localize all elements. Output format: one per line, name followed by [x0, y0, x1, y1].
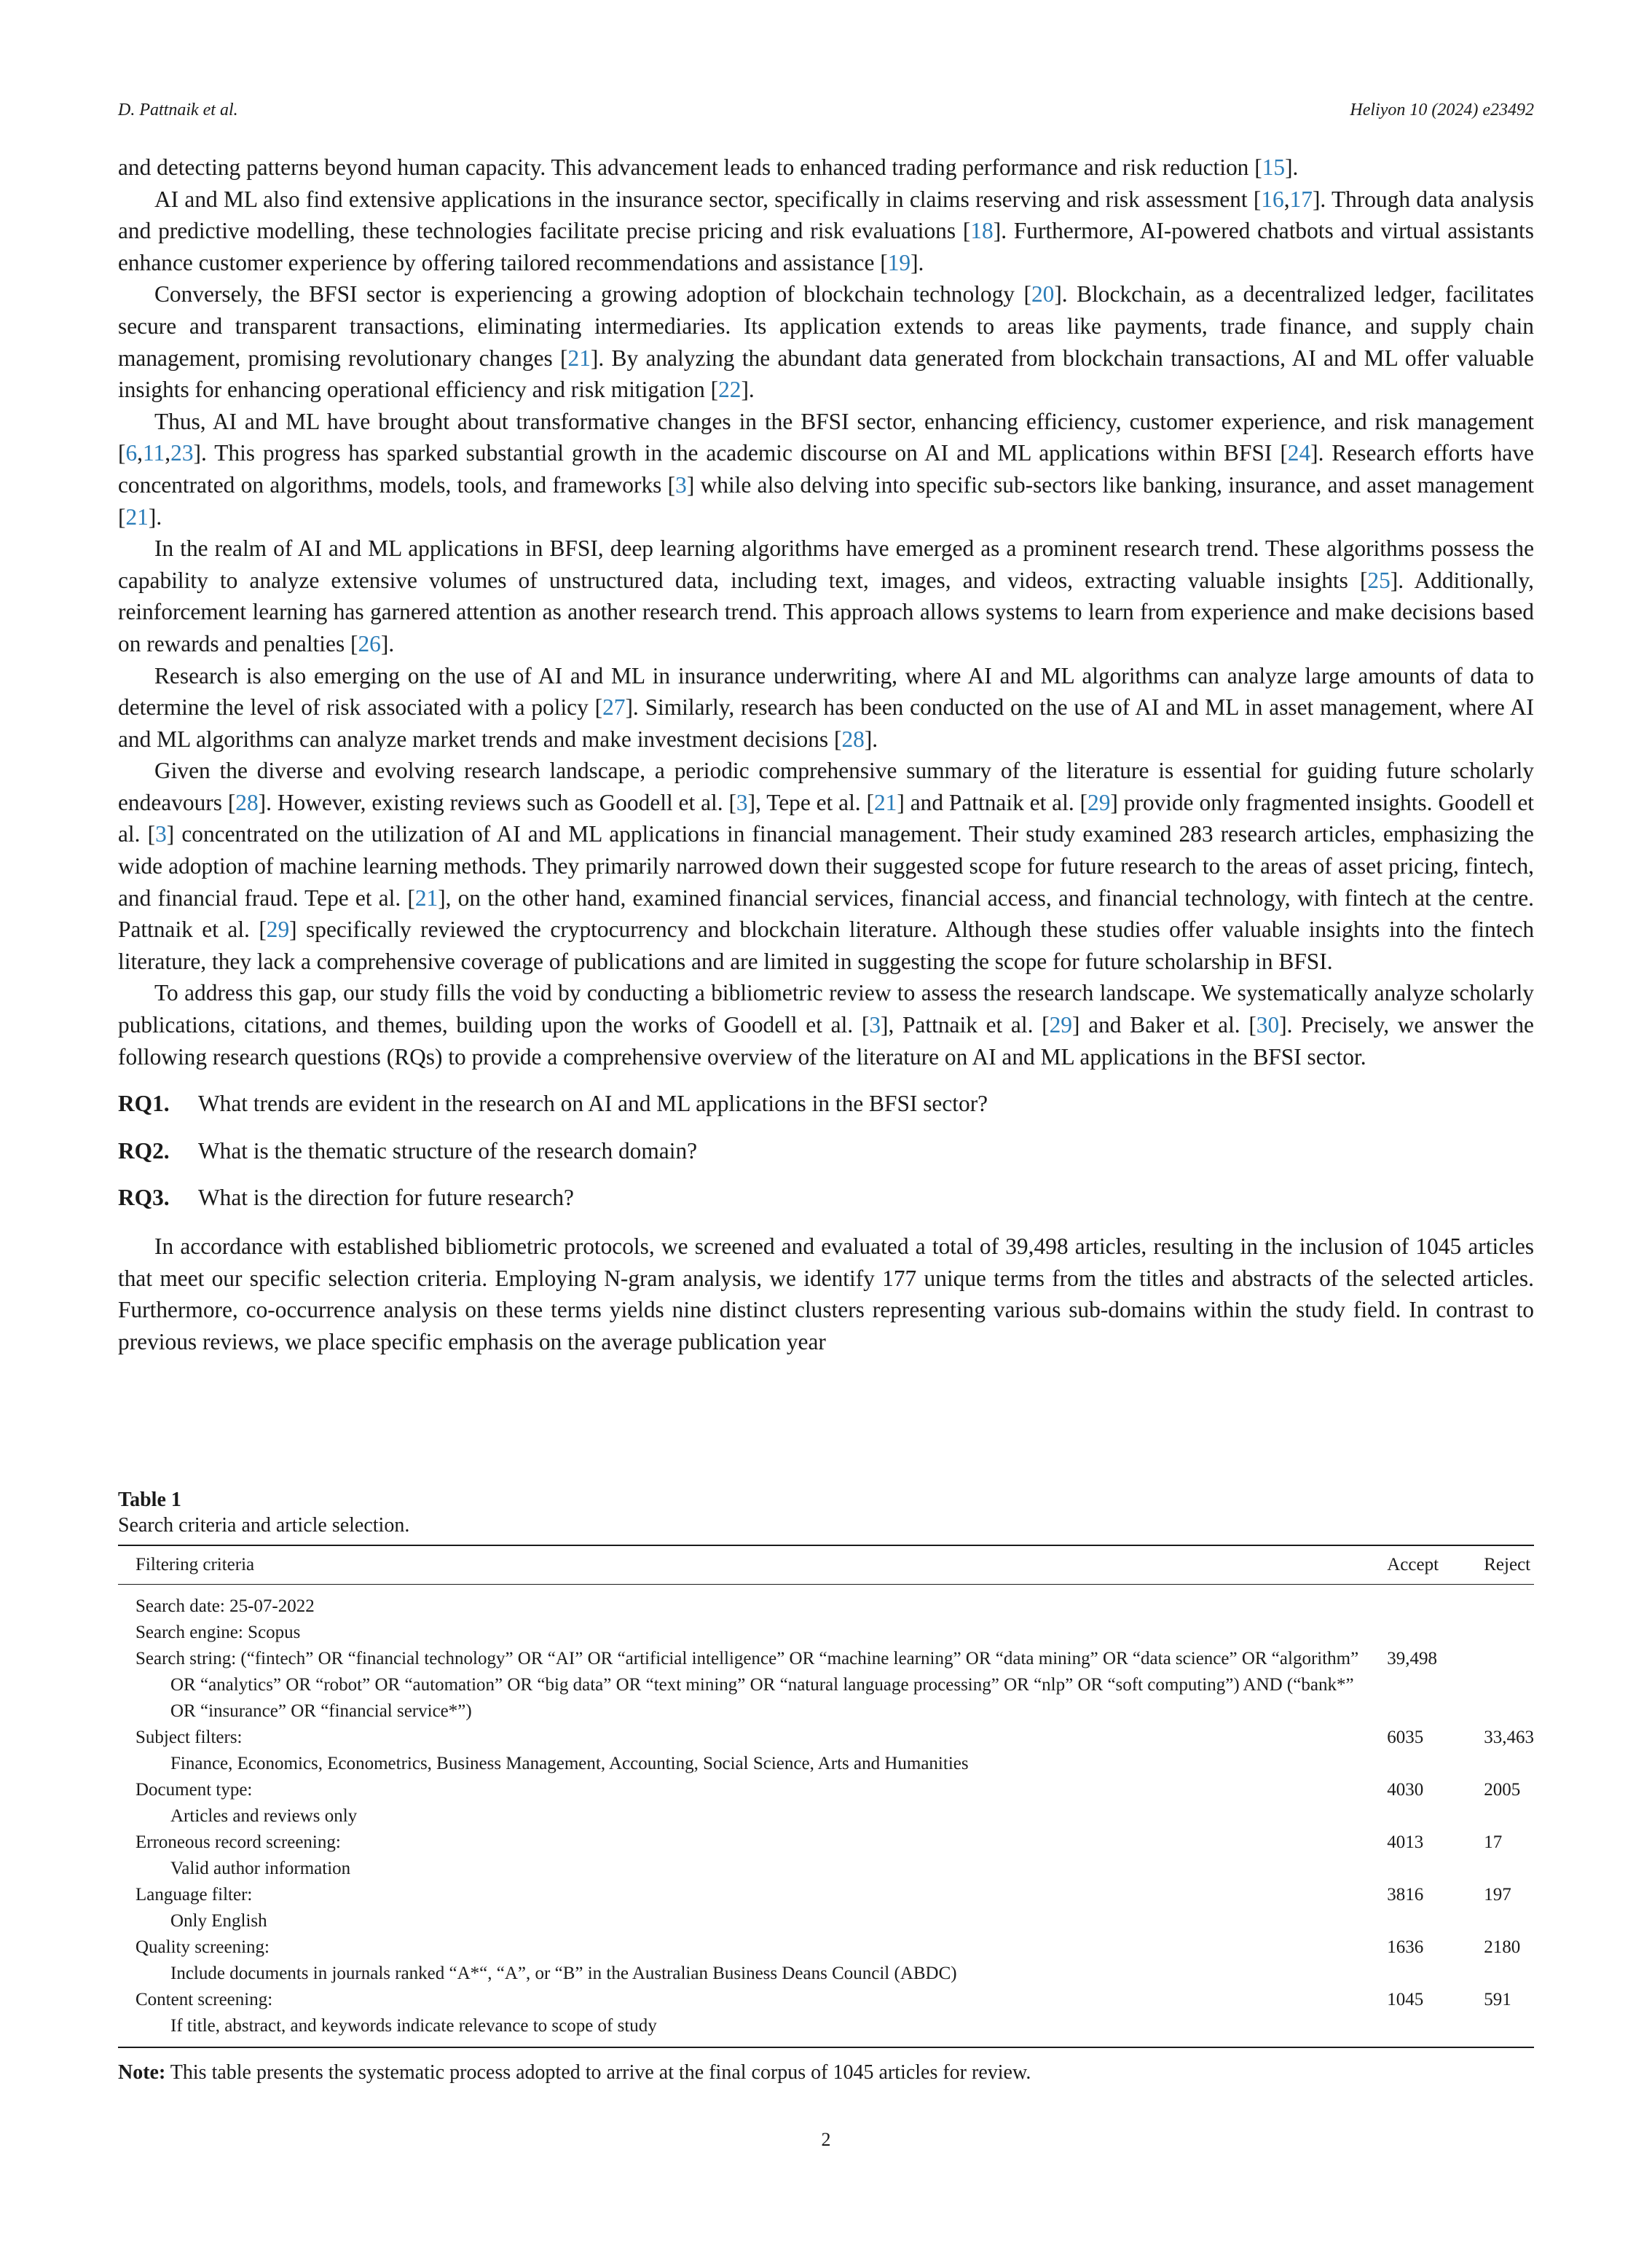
paragraph-text: In accordance with established bibliometric protocols, we screened and evaluated a total of 39,498 articles, resulting in the inclusion of 1045 articles that meet our specific selection criteria. Employing N-gram analysis, we identify 177 unique terms from the titles and abstracts of the selected articles. Furthermore, co-occurrence analysis on these terms yields nine distinct clusters representing various sub-domains within the study field. In contrast to previous reviews, we place specific emphasis on the average publication year: [118, 1234, 1534, 1354]
criteria-cell: [118, 1585, 1369, 1620]
citation-link[interactable]: 21: [567, 345, 591, 371]
rq-label: RQ3.: [118, 1185, 170, 1211]
paragraph-text: ]. Research efforts have concentrated on algorithms, models, tools, and frameworks [: [118, 440, 1534, 498]
paragraph-text: ], Pattnaik et al. [: [881, 1012, 1050, 1038]
criteria-cell: [118, 1620, 1369, 1646]
paragraph: [118, 1231, 1534, 1357]
paragraph-text: ] concentrated on the utilization of AI and ML applications in financial management. Their study examined 283 research articles, emphasizing the wide adoption of machine learning methods. They primarily narrowed down their suggested scope for future research to the areas of asset pricing, fintech, and financial fraud. Tepe et al. [: [118, 821, 1534, 911]
paragraph: [118, 278, 1534, 405]
criteria-detail: Articles and reviews only: [170, 1806, 358, 1826]
reject-cell: 2180: [1484, 1937, 1521, 1957]
criteria-cell: [118, 1987, 1369, 2047]
paragraph-text: ]. By analyzing the abundant data generated from blockchain transactions, AI and ML offer valuable insights for enhancing operational efficiency and risk mitigation [: [118, 345, 1534, 403]
running-header: [118, 101, 1534, 120]
citation-link[interactable]: 17: [1289, 186, 1313, 212]
paragraph-text: ]. However, existing reviews such as Goodell et al. [: [258, 789, 736, 815]
research-question: [118, 1182, 1534, 1214]
page-number: 2: [821, 2129, 831, 2150]
criteria-table: [118, 1545, 1534, 2048]
rq-label: RQ2.: [118, 1137, 170, 1164]
table-row: [118, 1830, 1534, 1882]
criteria-detail: Finance, Economics, Econometrics, Business Management, Accounting, Social Science, Arts and Humanities: [170, 1754, 969, 1773]
paragraph: [118, 977, 1534, 1072]
header-authors: D. Pattnaik et al.: [118, 101, 238, 119]
paragraph: [118, 533, 1534, 659]
paragraph-text: Thus, AI and ML have brought about transformative changes in the BFSI sector, enhancing efficiency, customer experience, and risk management [: [118, 408, 1534, 466]
criteria-label: Subject filters:: [135, 1727, 243, 1747]
paragraph-text: ].: [1285, 154, 1299, 180]
column-header-criteria: Filtering criteria: [135, 1555, 255, 1574]
paragraph-text: ].: [380, 630, 395, 656]
citation-link[interactable]: 21: [125, 503, 149, 530]
accept-cell: 6035: [1387, 1727, 1424, 1747]
citation-link[interactable]: 3: [736, 789, 748, 815]
research-questions: [118, 1088, 1534, 1214]
paragraph-text: AI and ML also find extensive applications in the insurance sector, specifically in claims reserving and risk assessment [: [154, 186, 1262, 212]
accept-cell: 4030: [1387, 1780, 1424, 1800]
citation-link[interactable]: 28: [841, 726, 865, 752]
table-row: [118, 1987, 1534, 2047]
paragraph: [118, 406, 1534, 533]
table-row: [118, 1620, 1534, 1646]
criteria-detail: If title, abstract, and keywords indicate relevance to scope of study: [170, 2016, 657, 2036]
reject-cell: 2005: [1484, 1780, 1521, 1800]
table-row: [118, 1585, 1534, 1620]
paragraph-text: ], on the other hand, examined financial services, financial access, and financial technology, with fintech at the centre. Pattnaik et al. [: [118, 885, 1534, 943]
criteria-label: Content screening:: [135, 1990, 273, 2009]
criteria-label: Document type:: [135, 1780, 253, 1800]
table-row: [118, 1725, 1534, 1777]
table-1: [118, 1488, 1534, 2086]
citation-link[interactable]: 6: [125, 440, 138, 466]
criteria-cell: [118, 1934, 1369, 1987]
criteria-detail: Only English: [170, 1911, 267, 1931]
reject-cell: [1466, 1620, 1534, 1646]
rq-text: What is the thematic structure of the research domain?: [198, 1137, 698, 1164]
table-row: [118, 1646, 1534, 1725]
table-number: Table 1: [118, 1489, 181, 1511]
reject-cell: [1466, 1646, 1534, 1725]
paragraph-text: ,: [165, 440, 171, 466]
column-header-reject: Reject: [1484, 1555, 1531, 1574]
note-text: This table presents the systematic process adopted to arrive at the final corpus of 1045 articles for review.: [165, 2061, 1031, 2084]
accept-cell: 3816: [1387, 1885, 1424, 1905]
citation-link[interactable]: 15: [1262, 154, 1286, 180]
citation-link[interactable]: 27: [602, 694, 626, 721]
citation-link[interactable]: 29: [1087, 789, 1111, 815]
criteria-label: Quality screening:: [135, 1937, 270, 1957]
paragraph-text: ]. This progress has sparked substantial growth in the academic discourse on AI and ML applications within BFSI [: [193, 440, 1288, 466]
paragraph-text: ].: [910, 249, 924, 275]
criteria-label: Language filter:: [135, 1885, 253, 1905]
citation-link[interactable]: 25: [1367, 567, 1391, 593]
paragraph-text: ]. Additionally, reinforcement learning has garnered attention as another research trend. This approach allows systems to learn from experience and make decisions based on rewards and penalties [: [118, 567, 1534, 656]
paragraph: [118, 184, 1534, 279]
paragraph: [118, 755, 1534, 977]
paragraph: [118, 152, 1534, 184]
reject-cell: 17: [1484, 1832, 1503, 1852]
paragraph-text: ], Tepe et al. [: [747, 789, 874, 815]
citation-link[interactable]: 3: [155, 821, 167, 847]
accept-cell: [1369, 1620, 1466, 1646]
reject-cell: 591: [1484, 1990, 1511, 2009]
table-note: [118, 2060, 1534, 2086]
paragraph-text: ]. Through data analysis and predictive modelling, these technologies facilitate precise pricing and risk evaluations [: [118, 186, 1535, 244]
rq-text: What trends are evident in the research on AI and ML applications in the BFSI sector?: [198, 1091, 988, 1117]
paragraph-text: ] while also delving into specific sub-sectors like banking, insurance, and asset management [: [118, 471, 1534, 530]
criteria-label: Search string: (“fintech” OR “financial technology” OR “AI” OR “artificial intelligence” OR “machine learning” OR “data mining” OR “data science” OR “algorithm” OR “analytics” OR “robot” OR “automation” OR “big data” OR “text mining” OR “natural language processing” OR “nlp” OR “soft computing”) AND (“bank*” OR “insurance” OR “financial service*”): [135, 1649, 1359, 1721]
rq-label: RQ1.: [118, 1091, 170, 1117]
reject-cell: [1466, 1585, 1534, 1620]
citation-link[interactable]: 26: [358, 630, 381, 656]
citation-link[interactable]: 29: [1049, 1012, 1072, 1038]
accept-cell: 39,498: [1387, 1649, 1437, 1668]
citation-link[interactable]: 30: [1256, 1012, 1280, 1038]
criteria-label: Erroneous record screening:: [135, 1832, 341, 1852]
citation-link[interactable]: 24: [1287, 440, 1311, 466]
criteria-detail: Valid author information: [170, 1859, 351, 1878]
rq-text: What is the direction for future research?: [198, 1185, 574, 1211]
accept-cell: [1369, 1585, 1466, 1620]
citation-link[interactable]: 11: [143, 440, 165, 466]
citation-link[interactable]: 20: [1031, 281, 1055, 307]
criteria-cell: [118, 1777, 1369, 1830]
column-header-accept: Accept: [1387, 1555, 1439, 1574]
criteria-cell: [118, 1646, 1369, 1725]
paragraph-text: ] specifically reviewed the cryptocurrency and blockchain literature. Although these studies offer valuable insights into the fintech literature, they lack a comprehensive coverage of publications and are limited in suggesting the scope for future scholarship in BFSI.: [118, 917, 1535, 974]
citation-link[interactable]: 21: [873, 789, 897, 815]
paragraph: [118, 660, 1534, 756]
paragraph-text: ]. Furthermore, AI-powered chatbots and virtual assistants enhance customer experience by offering tailored recommendations and assistance [: [118, 218, 1534, 275]
table-row: [118, 1777, 1534, 1830]
citation-link[interactable]: 3: [869, 1012, 881, 1038]
citation-link[interactable]: 3: [675, 471, 687, 498]
citation-link[interactable]: 16: [1261, 186, 1284, 212]
paragraph-text: ]. Precisely, we answer the following research questions (RQs) to provide a comprehensive overview of the literature on AI and ML applications in the BFSI sector.: [118, 1012, 1534, 1070]
note-label: Note:: [118, 2061, 166, 2084]
citation-link[interactable]: 29: [266, 917, 290, 943]
accept-cell: 1045: [1387, 1990, 1424, 2009]
criteria-cell: [118, 1830, 1369, 1882]
citation-link[interactable]: 28: [235, 789, 259, 815]
citation-link[interactable]: 23: [170, 440, 194, 466]
paragraph-text: and detecting patterns beyond human capacity. This advancement leads to enhanced trading performance and risk reduction [: [118, 154, 1262, 180]
paragraph-text: ,: [137, 440, 143, 466]
table-body: [118, 1585, 1534, 2048]
citation-link[interactable]: 22: [718, 377, 742, 403]
paragraph-text: ]. Blockchain, as a decentralized ledger, facilitates secure and transparent transactions, eliminating intermediaries. Its application extends to areas like payments, trade finance, and supply chain management, promising revolutionary changes [: [118, 281, 1534, 371]
criteria-label: Search engine: Scopus: [135, 1623, 301, 1642]
paragraph-text: To address this gap, our study fills the void by conducting a bibliometric review to assess the research landscape. We systematically analyze scholarly publications, citations, and themes, building upon the works of Goodell et al. [: [118, 980, 1534, 1038]
paragraph-text: Given the diverse and evolving research landscape, a periodic comprehensive summary of the literature is essential for guiding future scholarly endeavours [: [118, 758, 1534, 815]
citation-link[interactable]: 18: [970, 218, 994, 244]
paragraph-text: ].: [741, 377, 755, 403]
paragraph-text: ,: [1283, 186, 1290, 212]
accept-cell: 4013: [1387, 1832, 1424, 1852]
citation-link[interactable]: 19: [887, 249, 911, 275]
paragraph-text: Conversely, the BFSI sector is experiencing a growing adoption of blockchain technology [: [154, 281, 1031, 307]
research-question: [118, 1135, 1534, 1167]
paragraph-text: ] provide only fragmented insights. Goodell et al. [: [118, 789, 1535, 847]
criteria-detail: Include documents in journals ranked “A*“, “A”, or “B” in the Australian Business Deans Council (ABDC): [170, 1964, 957, 1983]
criteria-label: Search date: 25-07-2022: [135, 1596, 315, 1616]
table-caption: Search criteria and article selection.: [118, 1514, 410, 1537]
table-row: [118, 1882, 1534, 1934]
paragraph-text: Research is also emerging on the use of AI and ML in insurance underwriting, where AI and ML algorithms can analyze large amounts of data to determine the level of risk associated with a policy [: [118, 662, 1534, 721]
criteria-cell: [118, 1882, 1369, 1934]
reject-cell: 33,463: [1484, 1727, 1534, 1747]
research-question: [118, 1088, 1534, 1120]
table-row: [118, 1934, 1534, 1987]
accept-cell: 1636: [1387, 1937, 1424, 1957]
paragraph-text: ] and Pattnaik et al. [: [897, 789, 1087, 815]
paragraph-text: ]. Similarly, research has been conducted on the use of AI and ML in asset management, where AI and ML algorithms can analyze market trends and make investment decisions [: [118, 694, 1534, 752]
table-header-row: [118, 1545, 1534, 1585]
citation-link[interactable]: 21: [414, 885, 438, 911]
body-text: [118, 152, 1534, 1357]
paragraph-text: ] and Baker et al. [: [1071, 1012, 1256, 1038]
criteria-cell: [118, 1725, 1369, 1777]
reject-cell: 197: [1484, 1885, 1511, 1905]
paragraph-text: In the realm of AI and ML applications in BFSI, deep learning algorithms have emerged as a prominent research trend. These algorithms possess the capability to analyze extensive volumes of unstructured data, including text, images, and videos, extracting valuable insights [: [118, 536, 1534, 593]
paragraph-text: ].: [864, 726, 878, 752]
header-journal: Heliyon 10 (2024) e23492: [1350, 101, 1534, 119]
paragraph-text: ].: [148, 503, 162, 530]
